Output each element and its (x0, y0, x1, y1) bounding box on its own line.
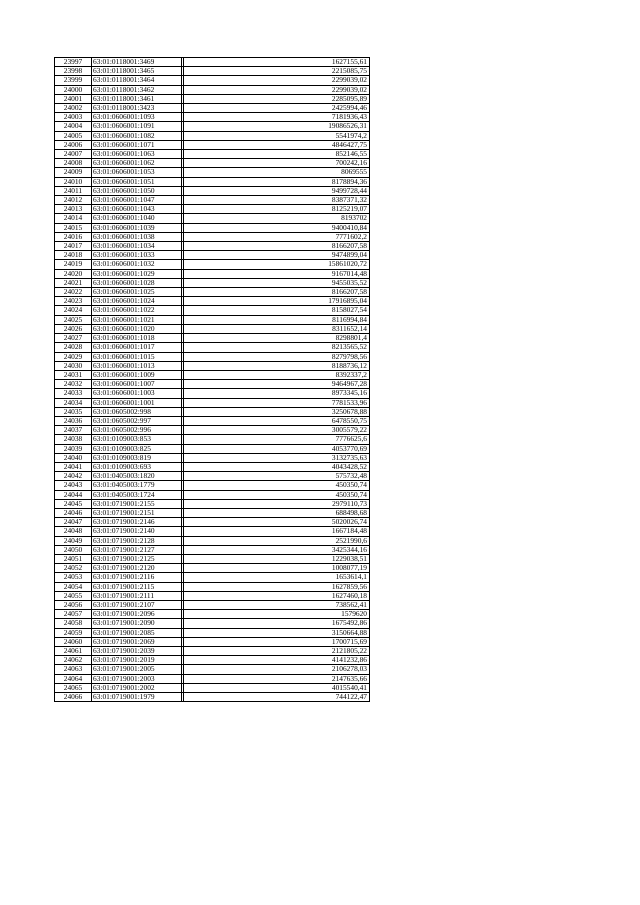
row-number-cell: 24029 (55, 352, 92, 361)
cadastral-number-cell: 63:01:0719001:2085 (92, 628, 182, 637)
row-number-cell: 23998 (55, 67, 92, 76)
cadastral-value-cell: 2121805,22 (184, 647, 370, 656)
cadastral-number-cell: 63:01:0605002:997 (92, 416, 182, 425)
row-number-cell: 24035 (55, 407, 92, 416)
row-number-cell: 24001 (55, 94, 92, 103)
cadastral-number-cell: 63:01:0606001:1040 (92, 214, 182, 223)
cadastral-number-cell: 63:01:0719001:2120 (92, 564, 182, 573)
cadastral-value-cell: 9474899,04 (184, 251, 370, 260)
table-row (55, 242, 370, 251)
cadastral-value-cell: 1579620 (184, 610, 370, 619)
table-row (55, 610, 370, 619)
row-number-cell: 24054 (55, 582, 92, 591)
row-number-cell: 24015 (55, 223, 92, 232)
cadastral-value-cell: 17916895,04 (184, 297, 370, 306)
row-number-cell: 24061 (55, 647, 92, 656)
table-row (55, 536, 370, 545)
cadastral-number-cell: 63:01:0719001:2002 (92, 683, 182, 692)
table-row (55, 150, 370, 159)
row-number-cell: 24006 (55, 140, 92, 149)
cadastral-number-cell: 63:01:0109003:819 (92, 453, 182, 462)
row-number-cell: 24047 (55, 518, 92, 527)
table-row (55, 205, 370, 214)
row-number-cell: 24062 (55, 656, 92, 665)
row-number-cell: 24004 (55, 122, 92, 131)
table-row (55, 674, 370, 683)
cadastral-number-cell: 63:01:0719001:2090 (92, 619, 182, 628)
cadastral-number-cell: 63:01:0606001:1082 (92, 131, 182, 140)
cadastral-number-cell: 63:01:0109003:825 (92, 444, 182, 453)
cadastral-number-cell: 63:01:0109003:693 (92, 462, 182, 471)
row-number-cell: 24043 (55, 481, 92, 490)
cadastral-value-cell: 7781533,96 (184, 398, 370, 407)
cadastral-number-cell: 63:01:0606001:1015 (92, 352, 182, 361)
row-number-cell: 24051 (55, 554, 92, 563)
cadastral-number-cell: 63:01:0606001:1063 (92, 150, 182, 159)
row-number-cell: 24059 (55, 628, 92, 637)
cadastral-number-cell: 63:01:0606001:1038 (92, 232, 182, 241)
cadastral-value-cell: 450350,74 (184, 490, 370, 499)
cadastral-number-cell: 63:01:0606001:1039 (92, 223, 182, 232)
row-number-cell: 24011 (55, 186, 92, 195)
cadastral-number-cell: 63:01:0606001:1050 (92, 186, 182, 195)
table-row (55, 591, 370, 600)
cadastral-value-cell: 2425994,46 (184, 104, 370, 113)
table-row (55, 214, 370, 223)
cadastral-number-cell: 63:01:0109003:853 (92, 435, 182, 444)
table-row (55, 232, 370, 241)
cadastral-number-cell: 63:01:0719001:2155 (92, 499, 182, 508)
row-number-cell: 24064 (55, 674, 92, 683)
cadastral-number-cell: 63:01:0606001:1024 (92, 297, 182, 306)
table-row (55, 85, 370, 94)
table-row (55, 453, 370, 462)
cadastral-value-cell: 1700715,69 (184, 637, 370, 646)
row-number-cell: 24033 (55, 389, 92, 398)
cadastral-value-cell: 8125219,07 (184, 205, 370, 214)
table-row (55, 647, 370, 656)
table-row (55, 665, 370, 674)
cadastral-value-cell: 8166207,58 (184, 288, 370, 297)
cadastral-number-cell: 63:01:0606001:1017 (92, 343, 182, 352)
row-number-cell: 24066 (55, 693, 92, 702)
cadastral-value-cell: 8069555 (184, 168, 370, 177)
cadastral-value-cell: 2215085,75 (184, 67, 370, 76)
cadastral-value-cell: 3250678,88 (184, 407, 370, 416)
cadastral-number-cell: 63:01:0606001:1043 (92, 205, 182, 214)
cadastral-value-cell: 7776625,6 (184, 435, 370, 444)
table-row (55, 683, 370, 692)
table-row (55, 58, 370, 67)
cadastral-value-cell: 7771602,2 (184, 232, 370, 241)
row-number-cell: 24036 (55, 416, 92, 425)
row-number-cell: 24003 (55, 113, 92, 122)
cadastral-value-cell: 8158027,54 (184, 306, 370, 315)
cadastral-value-cell: 15861020,72 (184, 260, 370, 269)
table-row (55, 407, 370, 416)
cadastral-number-cell: 63:01:0606001:1051 (92, 177, 182, 186)
cadastral-number-cell: 63:01:0118001:3462 (92, 85, 182, 94)
table-row (55, 315, 370, 324)
row-number-cell: 24046 (55, 508, 92, 517)
table-row (55, 554, 370, 563)
cadastral-value-cell: 3005579,22 (184, 426, 370, 435)
cadastral-value-cell: 3132735,63 (184, 453, 370, 462)
cadastral-number-cell: 63:01:0606001:1025 (92, 288, 182, 297)
row-number-cell: 24065 (55, 683, 92, 692)
cadastral-value-cell: 8166207,58 (184, 242, 370, 251)
cadastral-value-cell: 1627859,56 (184, 582, 370, 591)
cadastral-number-cell: 63:01:0606001:1003 (92, 389, 182, 398)
row-number-cell: 24042 (55, 472, 92, 481)
cadastral-number-cell: 63:01:0719001:2107 (92, 600, 182, 609)
cadastral-number-cell: 63:01:0118001:3469 (92, 58, 182, 67)
row-number-cell: 24023 (55, 297, 92, 306)
cadastral-value-cell: 744122,47 (184, 693, 370, 702)
cadastral-number-cell: 63:01:0606001:1053 (92, 168, 182, 177)
table-row (55, 398, 370, 407)
cadastral-value-cell: 8188736,12 (184, 361, 370, 370)
row-number-cell: 24030 (55, 361, 92, 370)
cadastral-number-cell: 63:01:0719001:2111 (92, 591, 182, 600)
table-row (55, 113, 370, 122)
row-number-cell: 24026 (55, 324, 92, 333)
table-row (55, 186, 370, 195)
cadastral-value-cell: 450350,74 (184, 481, 370, 490)
cadastral-number-cell: 63:01:0719001:2003 (92, 674, 182, 683)
cadastral-value-cell: 8392337,2 (184, 370, 370, 379)
cadastral-number-cell: 63:01:0606001:1028 (92, 278, 182, 287)
row-number-cell: 24013 (55, 205, 92, 214)
row-number-cell: 24053 (55, 573, 92, 582)
row-number-cell: 24025 (55, 315, 92, 324)
table-row (55, 444, 370, 453)
cadastral-value-cell: 4846427,75 (184, 140, 370, 149)
table-row (55, 426, 370, 435)
table-row (55, 656, 370, 665)
table-row (55, 251, 370, 260)
cadastral-value-cell: 700242,16 (184, 159, 370, 168)
cadastral-value-cell: 7181936,43 (184, 113, 370, 122)
cadastral-value-cell: 8311652,14 (184, 324, 370, 333)
table-row (55, 223, 370, 232)
table-row (55, 324, 370, 333)
row-number-cell: 24024 (55, 306, 92, 315)
cadastral-number-cell: 63:01:0606001:1009 (92, 370, 182, 379)
table-row (55, 628, 370, 637)
cadastral-number-cell: 63:01:0606001:1021 (92, 315, 182, 324)
row-number-cell: 24027 (55, 334, 92, 343)
cadastral-number-cell: 63:01:0719001:2019 (92, 656, 182, 665)
row-number-cell: 24014 (55, 214, 92, 223)
table-row (55, 361, 370, 370)
cadastral-value-cell: 8193702 (184, 214, 370, 223)
row-number-cell: 24022 (55, 288, 92, 297)
row-number-cell: 24057 (55, 610, 92, 619)
table-row (55, 564, 370, 573)
cadastral-number-cell: 63:01:0606001:1033 (92, 251, 182, 260)
table-row (55, 527, 370, 536)
cadastral-number-cell: 63:01:0118001:3465 (92, 67, 182, 76)
cadastral-value-cell: 2299039,02 (184, 85, 370, 94)
row-number-cell: 24049 (55, 536, 92, 545)
table-row (55, 389, 370, 398)
table-row (55, 343, 370, 352)
cadastral-number-cell: 63:01:0606001:1047 (92, 196, 182, 205)
table-row (55, 67, 370, 76)
table-row (55, 140, 370, 149)
row-number-cell: 24037 (55, 426, 92, 435)
table-row (55, 416, 370, 425)
cadastral-value-cell: 3425344,16 (184, 545, 370, 554)
row-number-cell: 24007 (55, 150, 92, 159)
cadastral-value-cell: 4141232,86 (184, 656, 370, 665)
cadastral-value-cell: 8298801,4 (184, 334, 370, 343)
table-row (55, 508, 370, 517)
row-number-cell: 23999 (55, 76, 92, 85)
cadastral-number-cell: 63:01:0719001:2125 (92, 554, 182, 563)
cadastral-value-cell: 1675492,86 (184, 619, 370, 628)
row-number-cell: 24005 (55, 131, 92, 140)
row-number-cell: 24040 (55, 453, 92, 462)
cadastral-value-cell: 4053770,69 (184, 444, 370, 453)
row-number-cell: 24017 (55, 242, 92, 251)
cadastral-value-cell: 1627460,18 (184, 591, 370, 600)
table-row (55, 693, 370, 702)
cadastral-value-cell: 9464967,28 (184, 380, 370, 389)
row-number-cell: 24045 (55, 499, 92, 508)
cadastral-number-cell: 63:01:0405003:1820 (92, 472, 182, 481)
cadastral-number-cell: 63:01:0719001:2151 (92, 508, 182, 517)
row-number-cell: 24010 (55, 177, 92, 186)
row-number-cell: 24032 (55, 380, 92, 389)
cadastral-number-cell: 63:01:0605002:996 (92, 426, 182, 435)
cadastral-number-cell: 63:01:0405003:1779 (92, 481, 182, 490)
cadastral-number-cell: 63:01:0118001:3464 (92, 76, 182, 85)
cadastral-value-cell: 1667184,48 (184, 527, 370, 536)
row-number-cell: 24048 (55, 527, 92, 536)
table-row (55, 380, 370, 389)
cadastral-number-cell: 63:01:0606001:1062 (92, 159, 182, 168)
row-number-cell: 24050 (55, 545, 92, 554)
row-number-cell: 24020 (55, 269, 92, 278)
cadastral-number-cell: 63:01:0606001:1022 (92, 306, 182, 315)
cadastral-value-cell: 19086526,31 (184, 122, 370, 131)
cadastral-value-cell: 2147635,66 (184, 674, 370, 683)
row-number-cell: 24044 (55, 490, 92, 499)
table-row (55, 462, 370, 471)
table-row (55, 168, 370, 177)
cadastral-value-cell: 2299039,02 (184, 76, 370, 85)
table-row (55, 352, 370, 361)
cadastral-value-table (54, 57, 370, 702)
row-number-cell: 24031 (55, 370, 92, 379)
table-row (55, 131, 370, 140)
table-row (55, 177, 370, 186)
table-row (55, 619, 370, 628)
table-row (55, 370, 370, 379)
table-row (55, 159, 370, 168)
cadastral-number-cell: 63:01:0606001:1001 (92, 398, 182, 407)
cadastral-number-cell: 63:01:0606001:1091 (92, 122, 182, 131)
table-row (55, 435, 370, 444)
cadastral-value-cell: 8178894,36 (184, 177, 370, 186)
table-row (55, 518, 370, 527)
row-number-cell: 24002 (55, 104, 92, 113)
table-row (55, 306, 370, 315)
cadastral-number-cell: 63:01:0719001:2140 (92, 527, 182, 536)
cadastral-number-cell: 63:01:0606001:1013 (92, 361, 182, 370)
row-number-cell: 24021 (55, 278, 92, 287)
cadastral-value-cell: 9455035,52 (184, 278, 370, 287)
table-row (55, 600, 370, 609)
cadastral-value-cell: 9167014,48 (184, 269, 370, 278)
table-row (55, 260, 370, 269)
table-row (55, 582, 370, 591)
cadastral-number-cell: 63:01:0719001:1979 (92, 693, 182, 702)
row-number-cell: 24008 (55, 159, 92, 168)
row-number-cell: 24000 (55, 85, 92, 94)
cadastral-value-cell: 2521990,6 (184, 536, 370, 545)
row-number-cell: 24041 (55, 462, 92, 471)
cadastral-number-cell: 63:01:0606001:1020 (92, 324, 182, 333)
row-number-cell: 24019 (55, 260, 92, 269)
cadastral-number-cell: 63:01:0719001:2127 (92, 545, 182, 554)
cadastral-number-cell: 63:01:0719001:2116 (92, 573, 182, 582)
cadastral-value-cell: 9400410,84 (184, 223, 370, 232)
table-row (55, 297, 370, 306)
table-row (55, 334, 370, 343)
cadastral-number-cell: 63:01:0118001:3423 (92, 104, 182, 113)
table-row (55, 637, 370, 646)
row-number-cell: 24039 (55, 444, 92, 453)
table-row (55, 545, 370, 554)
cadastral-number-cell: 63:01:0719001:2128 (92, 536, 182, 545)
table-row (55, 269, 370, 278)
table-row (55, 499, 370, 508)
table-row (55, 288, 370, 297)
cadastral-value-cell: 1229038,51 (184, 554, 370, 563)
table-row (55, 94, 370, 103)
cadastral-value-cell: 8387371,32 (184, 196, 370, 205)
row-number-cell: 24018 (55, 251, 92, 260)
table-row (55, 472, 370, 481)
cadastral-number-cell: 63:01:0605002:998 (92, 407, 182, 416)
cadastral-value-cell: 575732,48 (184, 472, 370, 481)
cadastral-number-cell: 63:01:0405003:1724 (92, 490, 182, 499)
cadastral-value-cell: 1008077,19 (184, 564, 370, 573)
cadastral-number-cell: 63:01:0606001:1018 (92, 334, 182, 343)
cadastral-value-cell: 2979110,73 (184, 499, 370, 508)
cadastral-value-cell: 1653614,1 (184, 573, 370, 582)
table-row (55, 104, 370, 113)
row-number-cell: 24056 (55, 600, 92, 609)
cadastral-number-cell: 63:01:0719001:2115 (92, 582, 182, 591)
row-number-cell: 24012 (55, 196, 92, 205)
row-number-cell: 24060 (55, 637, 92, 646)
table-row (55, 278, 370, 287)
row-number-cell: 24016 (55, 232, 92, 241)
cadastral-value-cell: 5020026,74 (184, 518, 370, 527)
cadastral-value-cell: 8973345,16 (184, 389, 370, 398)
cadastral-number-cell: 63:01:0719001:2039 (92, 647, 182, 656)
cadastral-number-cell: 63:01:0719001:2146 (92, 518, 182, 527)
row-number-cell: 24058 (55, 619, 92, 628)
cadastral-value-cell: 1627155,61 (184, 58, 370, 67)
table-row (55, 122, 370, 131)
row-number-cell: 23997 (55, 58, 92, 67)
table-row (55, 76, 370, 85)
table-row (55, 490, 370, 499)
row-number-cell: 24034 (55, 398, 92, 407)
cadastral-value-cell: 3150664,88 (184, 628, 370, 637)
cadastral-number-cell: 63:01:0606001:1034 (92, 242, 182, 251)
cadastral-number-cell: 63:01:0606001:1029 (92, 269, 182, 278)
cadastral-value-cell: 4043428,52 (184, 462, 370, 471)
row-number-cell: 24063 (55, 665, 92, 674)
cadastral-number-cell: 63:01:0606001:1093 (92, 113, 182, 122)
cadastral-number-cell: 63:01:0118001:3461 (92, 94, 182, 103)
cadastral-number-cell: 63:01:0719001:2005 (92, 665, 182, 674)
table-row (55, 481, 370, 490)
row-number-cell: 24009 (55, 168, 92, 177)
cadastral-value-cell: 9499728,44 (184, 186, 370, 195)
cadastral-number-cell: 63:01:0719001:2069 (92, 637, 182, 646)
table-row (55, 573, 370, 582)
cadastral-value-cell: 2106278,03 (184, 665, 370, 674)
cadastral-value-cell: 738562,41 (184, 600, 370, 609)
cadastral-value-cell: 852146,55 (184, 150, 370, 159)
cadastral-number-cell: 63:01:0719001:2096 (92, 610, 182, 619)
table-body (55, 58, 370, 702)
cadastral-value-cell: 2285095,89 (184, 94, 370, 103)
cadastral-value-cell: 6478550,75 (184, 416, 370, 425)
row-number-cell: 24028 (55, 343, 92, 352)
cadastral-number-cell: 63:01:0606001:1071 (92, 140, 182, 149)
cadastral-value-cell: 688498,68 (184, 508, 370, 517)
cadastral-value-cell: 8116994,84 (184, 315, 370, 324)
cadastral-value-cell: 5541974,2 (184, 131, 370, 140)
cadastral-number-cell: 63:01:0606001:1007 (92, 380, 182, 389)
row-number-cell: 24052 (55, 564, 92, 573)
cadastral-value-cell: 8213565,52 (184, 343, 370, 352)
cadastral-value-cell: 8279798,56 (184, 352, 370, 361)
table-row (55, 196, 370, 205)
row-number-cell: 24055 (55, 591, 92, 600)
row-number-cell: 24038 (55, 435, 92, 444)
cadastral-value-cell: 4015540,41 (184, 683, 370, 692)
cadastral-number-cell: 63:01:0606001:1032 (92, 260, 182, 269)
